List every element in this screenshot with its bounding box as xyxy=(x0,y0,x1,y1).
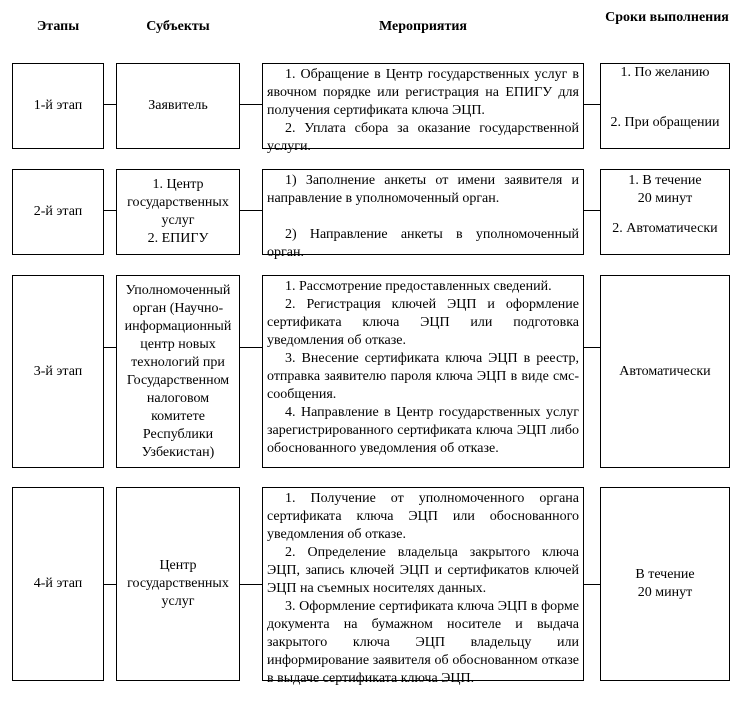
activities-box-1 xyxy=(262,63,584,154)
subject-label-3: Уполномоченный орган (Научно-информационный центр новых технологий при Государственном налоговом комитете Республики Узбекистан) xyxy=(124,282,232,460)
stage-box-4 xyxy=(12,487,104,681)
stage-label-1: 1-й этап xyxy=(33,98,83,113)
deadline-item: 1. В течение 20 минут xyxy=(628,173,702,206)
subject-box-4 xyxy=(116,487,240,681)
header-subjects: Субъекты xyxy=(146,19,210,34)
subject-box-3 xyxy=(116,275,240,468)
subject-box-2 xyxy=(116,169,240,255)
activity-item: 4. Направление в Центр государственных услуг зарегистрированного сертификата ключа ЭЦП либо обоснованного уведомления об отказе. xyxy=(267,405,579,456)
connector-line xyxy=(584,584,600,585)
subject-label-1: Заявитель xyxy=(148,98,208,113)
connector-line xyxy=(104,104,116,105)
connector-line xyxy=(584,210,600,211)
deadline-item: Автоматически xyxy=(619,363,711,379)
header-deadlines: Сроки выполнения xyxy=(605,10,729,25)
subject-label-4: Центр государственных услуг xyxy=(127,558,229,609)
deadline-box-2 xyxy=(600,169,730,255)
activity-item: 3. Внесение сертификата ключа ЭЦП в реестр, отправка заявителю пароля ключа ЭЦП в виде смс-сообщения. xyxy=(267,351,579,402)
connector-line xyxy=(240,210,262,211)
connector-line xyxy=(104,584,116,585)
activity-item: 1. Получение от уполномоченного органа сертификата ключа ЭЦП или обоснованного уведомления об отказе. xyxy=(267,491,579,542)
activity-item: 2) Направление анкеты в уполномоченный орган. xyxy=(267,227,579,260)
stage-label-2: 2-й этап xyxy=(33,204,83,219)
deadline-item: 2. Автоматически xyxy=(612,221,718,236)
activities-box-4 xyxy=(262,487,584,686)
stage-label-3: 3-й этап xyxy=(33,363,83,379)
connector-line xyxy=(240,584,262,585)
deadline-item: 2. При обращении xyxy=(610,115,720,130)
stage-box-3 xyxy=(12,275,104,468)
deadline-box-4 xyxy=(600,487,730,681)
connector-line xyxy=(240,347,262,348)
connector-line xyxy=(584,347,600,348)
connector-line xyxy=(240,104,262,105)
activity-item: 1) Заполнение анкеты от имени заявителя и направление в уполномоченный орган. xyxy=(267,173,579,206)
deadline-item: В течение 20 минут xyxy=(635,567,695,600)
activities-box-2 xyxy=(262,169,584,260)
stage-label-4: 4-й этап xyxy=(33,576,83,591)
deadline-box-3 xyxy=(600,275,730,468)
activity-item: 1. Рассмотрение предоставленных сведений. xyxy=(285,279,552,294)
activity-item: 1. Обращение в Центр государственных услуг в явочном порядке или регистрация на ЕПИГУ для получения сертификата ключа ЭЦП. xyxy=(267,67,579,118)
connector-line xyxy=(104,347,116,348)
subject-box-1 xyxy=(116,63,240,149)
activity-item: 2. Определение владельца закрытого ключа ЭЦП, запись ключей ЭЦП и сертификатов ключей ЭЦП на съемных носителях данных. xyxy=(267,545,579,596)
deadline-box-1 xyxy=(600,63,730,149)
activity-item: 2. Регистрация ключей ЭЦП и оформление сертификата ключа ЭЦП или подготовка уведомления об отказе. xyxy=(267,297,579,348)
activity-item: 2. Уплата сбора за оказание государственной услуги. xyxy=(267,121,579,154)
header-activities: Мероприятия xyxy=(378,19,468,34)
stage-box-2 xyxy=(12,169,104,255)
header-stages: Этапы xyxy=(36,19,80,34)
deadline-item: 1. По желанию xyxy=(620,65,710,80)
activities-box-3 xyxy=(262,275,584,468)
connector-line xyxy=(584,104,600,105)
stage-box-1 xyxy=(12,63,104,149)
activity-item: 3. Оформление сертификата ключа ЭЦП в форме документа на бумажном носителе и выдача закрытого ключа ЭЦП владельцу или информирование заявителя об обоснованном отказе в выдаче сертификата ключа ЭЦП. xyxy=(267,599,579,686)
connector-line xyxy=(104,210,116,211)
subject-label-2: 1. Центр государственных услуг 2. ЕПИГУ xyxy=(127,177,229,246)
